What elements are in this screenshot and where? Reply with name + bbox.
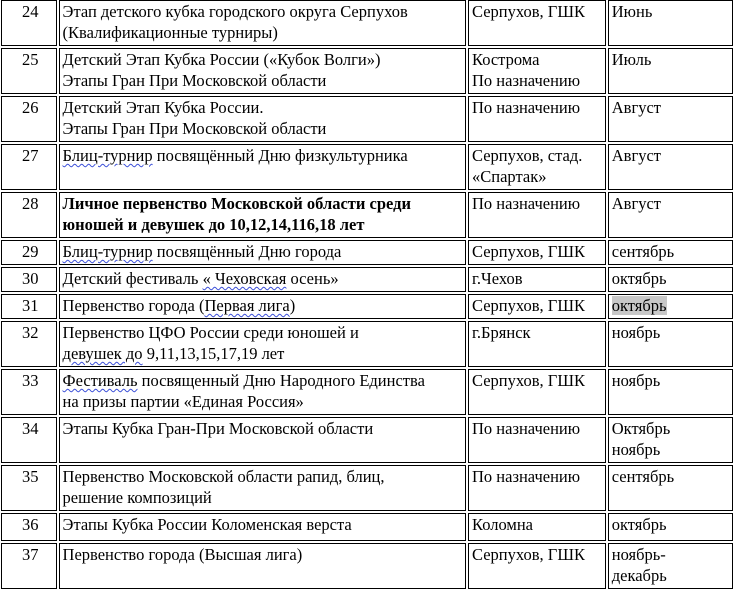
event-date: октябрь: [608, 267, 733, 292]
row-number: 28: [1, 192, 57, 238]
table-row: [1, 0, 733, 46]
event-place: Серпухов, ГШК: [468, 0, 606, 46]
event-date: октябрь: [608, 513, 733, 541]
event-name: Первенство города (Высшая лига): [59, 543, 466, 589]
highlighted-date: октябрь: [611, 296, 667, 315]
event-date: Октябрь ноябрь: [608, 417, 733, 463]
event-name: Этапы Кубка России Коломенская верста: [59, 513, 466, 541]
row-number: 24: [1, 0, 57, 46]
event-date: ноябрь- декабрь: [608, 543, 733, 589]
event-name: Первенство Московской области рапид, блиц, решение композиций: [59, 465, 466, 511]
event-name: Детский Этап Кубка России («Кубок Волги») Этапы Гран При Московской области: [59, 48, 466, 94]
event-date: Август: [608, 96, 733, 142]
event-name: Этап детского кубка городского округа Серпухов (Квалификационные турниры): [59, 0, 466, 46]
event-date: ноябрь: [608, 369, 733, 415]
event-place: Серпухов, ГШК: [468, 543, 606, 589]
row-number: 34: [1, 417, 57, 463]
event-place: Серпухов, ГШК: [468, 240, 606, 265]
event-name: Личное первенство Московской области среди юношей и девушек до 10,12,14,116,18 лет: [59, 192, 466, 238]
spellcheck-word: Блиц-турнир: [62, 242, 153, 261]
event-place: По назначению: [468, 417, 606, 463]
event-name: Блиц-турнир посвящённый Дню физкультурника: [59, 144, 466, 190]
event-date: Июль: [608, 48, 733, 94]
spellcheck-word: девушек до: [62, 344, 143, 363]
table-row: [1, 96, 733, 142]
table-row: [1, 369, 733, 415]
row-number: 33: [1, 369, 57, 415]
event-name: Первенство ЦФО России среди юношей и девушек до 9,11,13,15,17,19 лет: [59, 321, 466, 367]
event-place: Серпухов, ГШК: [468, 294, 606, 319]
spellcheck-word: Фестиваль: [62, 371, 138, 390]
table-row: [1, 321, 733, 367]
row-number: 36: [1, 513, 57, 541]
event-date: Август: [608, 144, 733, 190]
event-place: Коломна: [468, 513, 606, 541]
event-place: По назначению: [468, 96, 606, 142]
event-date: сентябрь: [608, 240, 733, 265]
event-date: [608, 294, 733, 319]
table-row: [1, 513, 733, 541]
row-number: 27: [1, 144, 57, 190]
event-place: Серпухов, ГШК: [468, 369, 606, 415]
row-number: 25: [1, 48, 57, 94]
table-row: [1, 192, 733, 238]
event-date: сентябрь: [608, 465, 733, 511]
event-name: Этапы Кубка Гран-При Московской области: [59, 417, 466, 463]
row-number: 35: [1, 465, 57, 511]
event-date: Август: [608, 192, 733, 238]
event-place: Серпухов, стад. «Спартак»: [468, 144, 606, 190]
spellcheck-word: Блиц-турнир: [62, 146, 153, 165]
row-number: 31: [1, 294, 57, 319]
table-row: [1, 465, 733, 511]
row-number: 32: [1, 321, 57, 367]
table-row: [1, 267, 733, 292]
spellcheck-word: Первая лига: [204, 296, 290, 315]
table-row: [1, 543, 733, 589]
row-number: 26: [1, 96, 57, 142]
event-name: Блиц-турнир посвящённый Дню города: [59, 240, 466, 265]
table-row: [1, 294, 733, 319]
table-row: [1, 417, 733, 463]
event-name: Первенство города (Первая лига): [59, 294, 466, 319]
event-name: Детский фестиваль « Чеховская осень»: [59, 267, 466, 292]
event-name: Детский Этап Кубка России. Этапы Гран При Московской области: [59, 96, 466, 142]
event-place: По назначению: [468, 192, 606, 238]
table-row: [1, 48, 733, 94]
row-number: 29: [1, 240, 57, 265]
event-place: Кострома По назначению: [468, 48, 606, 94]
event-date: ноябрь: [608, 321, 733, 367]
row-number: 37: [1, 543, 57, 589]
table-row: [1, 240, 733, 265]
spellcheck-word: « Чеховская: [202, 269, 287, 288]
event-place: По назначению: [468, 465, 606, 511]
event-date: Июнь: [608, 0, 733, 46]
table-row: [1, 144, 733, 190]
row-number: 30: [1, 267, 57, 292]
event-place: г.Чехов: [468, 267, 606, 292]
event-place: г.Брянск: [468, 321, 606, 367]
event-name: Фестиваль посвященный Дню Народного Единства на призы партии «Единая Россия»: [59, 369, 466, 415]
